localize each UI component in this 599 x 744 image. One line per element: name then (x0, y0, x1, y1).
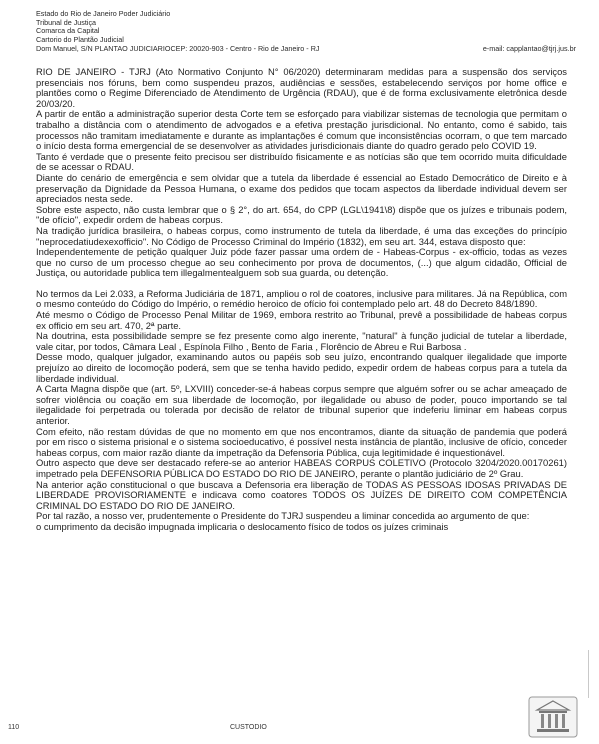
paragraph: Com efeito, não restam dúvidas de que no momento em que nos encontramos, diante da situação de pandemia que poderá por em risco o sistema prisional e o sistema socioeducativo, é possível nesta instância de plantão, inclusive de ofício, conceder habeas corpus, com maior razão diante da impetração da Defensoria Pública, cuja legitimidade é inquestionável. (36, 425, 567, 458)
header-cartorio: Cartorio do Plantão Judicial (36, 35, 124, 45)
paragraph: Na doutrina, esta possibilidade sempre se fez presente como algo inerente, "natural" à função judicial de tutelar a liberdade, vale citar, por todos, Câmara Leal , Espínola Filho , Bento de Faria , Florêncio de Abreu e Rui Barbosa . (36, 330, 567, 352)
header-state: Estado do Rio de Janeiro Poder Judiciário (36, 9, 171, 18)
header-address: Dom Manuel, S/N PLANTAO JUDICIARIOCEP: 20020-903 - Centro - Rio de Janeiro - RJ (36, 43, 320, 53)
header-comarca: Comarca da Capital (36, 26, 100, 36)
paragraph: Na anterior ação constitucional o que buscava a Defensoria era liberação de TODAS AS PESSOAS IDOSAS PRIVADAS DE LIBERDADE PROVISORIAMENTE e indicava como coatores TODOS OS JUÍZES DE DIREITO COM COMPETÊNCIA CRIMINAL DO ESTADO DO RIO DE JANEIRO. (36, 478, 567, 511)
quoted-paragraph: Independentemente de petição qualquer Juiz póde fazer passar uma ordem de - Habeas-Corpus - ex-officio, todas as vezes que no curso de um processo chegue ao seu conhecimento por prova de documentos, (...) que algum cidadão, Official de Justiça, ou autoridade publica tem illegalmentealguem sob sua guarda, ou detenção. (36, 246, 567, 279)
court-seal-icon (528, 696, 578, 738)
paragraph: Na tradição jurídica brasileira, o habeas corpus, como instrumento de tutela da liberdade, é uma das exceções do princípio "neprocedatiudexexofficio". No Código de Processo Criminal do Império (1832), em seu art. 344, estava disposto que: (36, 224, 567, 247)
paragraph: Por tal razão, a nosso ver, prudentemente o Presidente do TJRJ suspendeu a liminar concedida ao argumento de que: (36, 510, 530, 522)
margin-mark (588, 650, 595, 698)
court-header (36, 10, 576, 54)
paragraph: Diante do cenário de emergência e sem olvidar que a tutela da liberdade é essencial ao Estado Democrático de Direito e à preservação da Dignidade da Pessoa Humana, o exame dos pedidos que tocam aspectos da liberdade individual devem ser apreciados nesta sede. (36, 171, 567, 205)
header-email: e-mail: capplantao@tjrj.jus.br (482, 43, 576, 53)
paragraph: Até mesmo o Código de Processo Penal Militar de 1969, embora restrito ao Tribunal, prevê a possibilidade de habeas corpus ex officio em seu art. 470, 2ª parte. (36, 309, 567, 331)
page-number: 110 (8, 724, 20, 731)
paragraph: RIO DE JANEIRO - TJRJ (Ato Normativo Conjunto N° 06/2020) determinaram medidas para a suspensão dos serviços presenciais nos fóruns, bem como suspendeu prazos, audiências e sessões, estabelecendo serviços por home office e plantões como o Regime Diferenciado de Atendimento de Urgência (RDAU), que é de forma exclusivamente eletrônica desde 20/03/20. (36, 66, 567, 109)
paragraph: A Carta Magna dispõe que (art. 5º, LXVIII) conceder-se-á habeas corpus sempre que alguém sofrer ou se achar ameaçado de sofrer violência ou coação em sua liberdade de locomoção, por ilegalidade ou abuso de poder, pouco importando se tal ilegalidade foi perpetrada ou tolerada por decisão de relator de tribunal superior que indeferiu liminar em habeas corpus anterior. (36, 383, 567, 426)
paragraph: o cumprimento da decisão impugnada implicaria o deslocamento físico de todos os juízes criminais (36, 520, 449, 532)
header-address-row (36, 45, 576, 54)
paragraph: Desse modo, qualquer julgador, examinando autos ou papéis sob seu juízo, encontrando qualquer ilegalidade que importe prejuízo ao direito de locomoção poderá, sem que se tenha havido pedido, expedir ordem de habeas corpus para a tutela da liberdade individual. (36, 351, 567, 384)
paragraph: A partir de então a administração superior desta Corte tem se esforçado para viabilizar sistemas de tecnologia que permitam o trabalho a distância com o atendimento de advogados e a efetiva prestação jurisdicional. No entanto, como é sabido, tais processos não tramitam imediatamente e durante as implantações é comum que inconsistências ocorram, o que tem marcado o início desta forma emergencial de se desenvolver as atividades jurisdicionais diante do quadro gerado pelo COVID 19. (36, 108, 567, 152)
paragraph: Tanto é verdade que o presente feito precisou ser distribuído fisicamente e as notícias são que tem ocorrido muita dificuldade de se acessar o RDAU. (36, 150, 567, 173)
footer-name: CUSTODIO (230, 724, 267, 731)
paragraph: Outro aspecto que deve ser destacado refere-se ao anterior HABEAS CORPUS COLETIVO (Protocolo 3204/2020.00170261) impetrado pela DEFENSORIA PÚBLICA DO ESTADO DO RIO DE JANEIRO, perante o plantão judiciário de 2º Grau. (36, 457, 567, 479)
document-body (36, 67, 567, 533)
paragraph: No termos da Lei 2.033, a Reforma Judiciária de 1871, ampliou o rol de coatores, inclusive para militares. Já na República, com o mesmo conteúdo do Código do Império, o remédio heroico de ofício foi contemplado pelo art. 48 do Decreto 848/1890. (36, 287, 568, 310)
header-tribunal: Tribunal de Justiça (36, 17, 97, 27)
paragraph: Sobre este aspecto, não custa lembrar que o § 2°, do art. 654, do CPP (LGL\1941\8) dispõe que os juízes e tribunais podem, "de ofício", expedir ordem de habeas corpus. (36, 203, 567, 226)
